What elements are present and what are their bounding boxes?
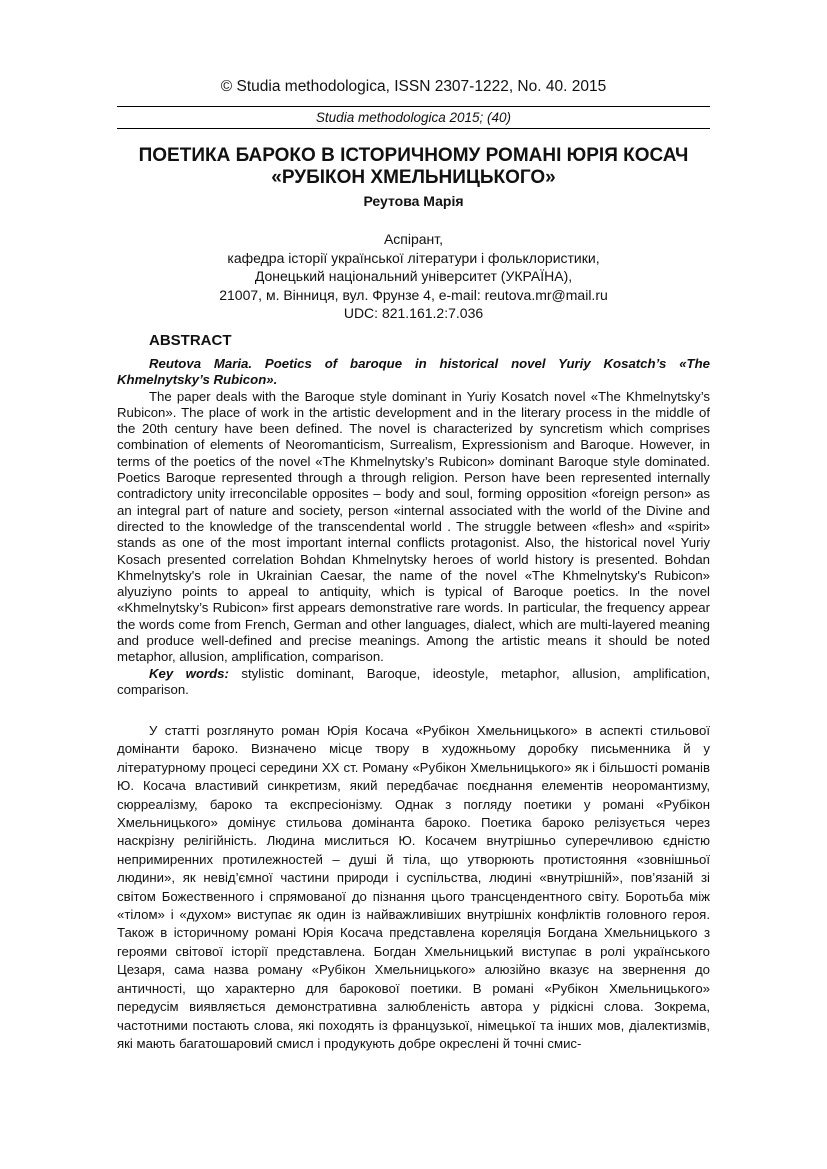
abstract-heading: ABSTRACT bbox=[149, 332, 232, 349]
publication-header: © Studia methodologica, ISSN 2307-1222, No. 40. 2015 bbox=[220, 78, 607, 95]
abstract-english-title: Reutova Maria. Poetics of baroque in historical novel Yuriy Kosatch’s «The Khmelnytsky’s Rubicon». bbox=[117, 356, 710, 388]
body-paragraph: У статті розглянуто роман Юрія Косача «Рубікон Хмельницького» в аспекті стильової домінанти бароко. Визначено місце твору в художньому доробку письменника й у літературному процесі середини XX ст. Роману «Рубікон Хмельницького» як і більшості романів Ю. Косача властивий синкретизм, який передбачає поєднання елементів неоромантизму, сюрреалізму, бароко та експресіонізму. Однак з погляду поетики у романі «Рубікон Хмельницького» домінує стильова домінанта бароко. Поетика бароко релізується через наскрізну релігійність. Людина мислиться Ю. Косачем внутрішньо суперечливою єдністю непримиренних протилежностей – душі й тіла, що утворюють протистояння «зовнішньої людини», як невід’ємної частини природи і суспільства, людині «внутрішній», пов’язаній зі світом Божественного і спрямованої до пізнання цього трансцендентного світу. Боротьба між «тілом» і «духом» виступає як один із найважливіших внутрішніх конфліктів головного героя. Також в історичному романі Юрія Косача представлена кореляція Богдана Хмельницького з героями світової історії представлена. Богдан Хмельницький виступає в ролі українського Цезаря, сама назва роману «Рубікон Хмельницького» алюзійно вказує на звернення до античності, що характерно для барокової поетики. В романі «Рубікон Хмельницького» передусім виявляється демонстративна залюбленість автора у рідкісні слова. Зокрема, частотними постають слова, які походять із французької, німецької та інших мов, діалектизмів, які мають багатошаровий смисл і продукують добре окреслені й точні смис- bbox=[117, 723, 710, 1051]
header-divider-top bbox=[117, 106, 710, 107]
author-affiliation bbox=[117, 230, 710, 323]
article-title bbox=[117, 145, 710, 189]
affiliation-department: кафедра історії української літератури і фольклористики, bbox=[227, 249, 600, 266]
abstract-text: The paper deals with the Baroque style dominant in Yuriy Kosatch novel «The Khmelnytsky’s Rubicon». The place of work in the artistic development and in the literary process in the middle of the 20th century have been defined. The novel is characterized by syncretism which comprises combination of elements of Neoromanticism, Surrealism, Expressionism and Baroque. However, in terms of the poetics of the novel «The Khmelnytsky’s Rubicon» dominant Baroque style dominated. Poetics Baroque represented through a through religion. Person have been represented internally contradictory unity irreconcilable opposites – body and soul, forming opposition «foreign person» as an integral part of nature and society, person «internal associated with the world of the Divine and directed to the knowledge of the transcendental world . The struggle between «flesh» and «spirit» stands as one of the most important internal conflicts protagonist. Also, the historical novel Yuriy Kosach presented correlation Bohdan Khmelnytsky heroes of world history is presented. Bohdan Khmelnytsky's role in Ukrainian Caesar, the name of the novel «The Khmelnytsky's Rubicon» alyuziyno points to appeal to antiquity, which is typical of Baroque poetics. In the novel «Khmelnytsky’s Rubicon» first appears demonstrative rare words. In particular, the frequency appear the words come from French, German and other languages, dialect, which are multi-layered meaning and produce well-defined and precise meanings. Among the artistic means it should be noted metaphor, allusion, amplification, comparison. bbox=[117, 388, 710, 665]
keywords-label: Key words: bbox=[149, 665, 229, 681]
affiliation-address: 21007, м. Вінниця, вул. Фрунзе 4, e-mail: reutova.mr@mail.ru bbox=[219, 286, 608, 303]
affiliation-university: Донецький національний університет (УКРАЇНА), bbox=[254, 268, 573, 284]
header-divider-bottom bbox=[117, 128, 710, 129]
article-title-line-1: ПОЕТИКА БАРОКО В ІСТОРИЧНОМУ РОМАНІ ЮРІЯ КОСАЧ bbox=[138, 145, 689, 166]
journal-issue-line: Studia methodologica 2015; (40) bbox=[315, 110, 512, 125]
udc-code: UDC: 821.161.2:7.036 bbox=[343, 305, 484, 321]
keywords-list: stylistic dominant, Baroque, ideostyle, metaphor, allusion, amplification, comparison. bbox=[117, 665, 710, 697]
author-name: Реутова Марія bbox=[363, 193, 464, 209]
abstract-section bbox=[117, 356, 710, 698]
affiliation-position: Аспірант, bbox=[383, 231, 444, 247]
keywords-paragraph bbox=[117, 666, 710, 699]
article-body bbox=[117, 722, 710, 1053]
article-title-line-2: «РУБІКОН ХМЕЛЬНИЦЬКОГО» bbox=[271, 167, 556, 188]
